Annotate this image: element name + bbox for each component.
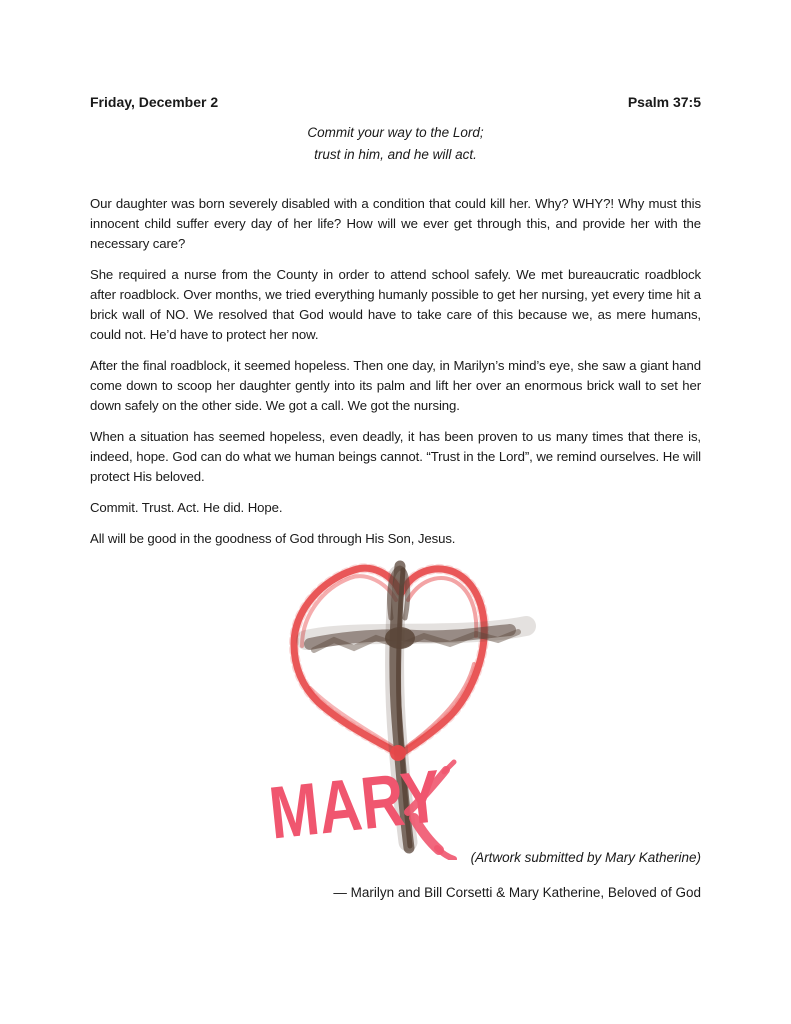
attribution-line: — Marilyn and Bill Corsetti & Mary Katherine, Beloved of God	[333, 885, 701, 900]
paragraph-6: All will be good in the goodness of God through His Son, Jesus.	[90, 531, 456, 546]
body-paragraphs	[90, 194, 701, 549]
scripture-line-1: Commit your way to the Lord;	[307, 125, 484, 140]
artwork-caption: (Artwork submitted by Mary Katherine)	[470, 850, 701, 865]
header-row	[90, 92, 701, 112]
paragraph-5: Commit. Trust. Act. He did. Hope.	[90, 500, 283, 515]
scripture-line-2: trust in him, and he will act.	[314, 147, 477, 162]
paragraph-2: She required a nurse from the County in order to attend school safely. We met bureaucratic roadblock after roadblock. Over months, we tried everything humanly possible to get her nursing, yet every time hit a brick wall of NO. We resolved that God would have to take care of this because we, as mere humans, could not. He’d have to protect her now.	[90, 267, 701, 342]
paragraph-4: When a situation has seemed hopeless, even deadly, it has been proven to us many times that there is, indeed, hope. God can do what we human beings cannot. “Trust in the Lord”, we remind ourselves. He will protect His beloved.	[90, 429, 701, 484]
scripture-block	[90, 122, 701, 166]
paragraph-1: Our daughter was born severely disabled with a condition that could kill her. Why? WHY?! Why must this innocent child suffer every day of her life? How will we ever get through this, and provide her with the necessary care?	[90, 196, 701, 251]
paragraph-3: After the final roadblock, it seemed hopeless. Then one day, in Marilyn’s mind’s eye, she saw a giant hand come down to scoop her daughter gently into its palm and lift her over an enormous brick wall to set her down safely on the other side. We got a call. We got the nursing.	[90, 358, 701, 413]
signature-text: MARY	[265, 749, 488, 855]
psalm-reference: Psalm 37:5	[627, 94, 701, 110]
heart-cross-artwork	[258, 560, 558, 860]
cross-center-smudge	[385, 627, 415, 649]
date-heading: Friday, December 2	[90, 94, 219, 110]
